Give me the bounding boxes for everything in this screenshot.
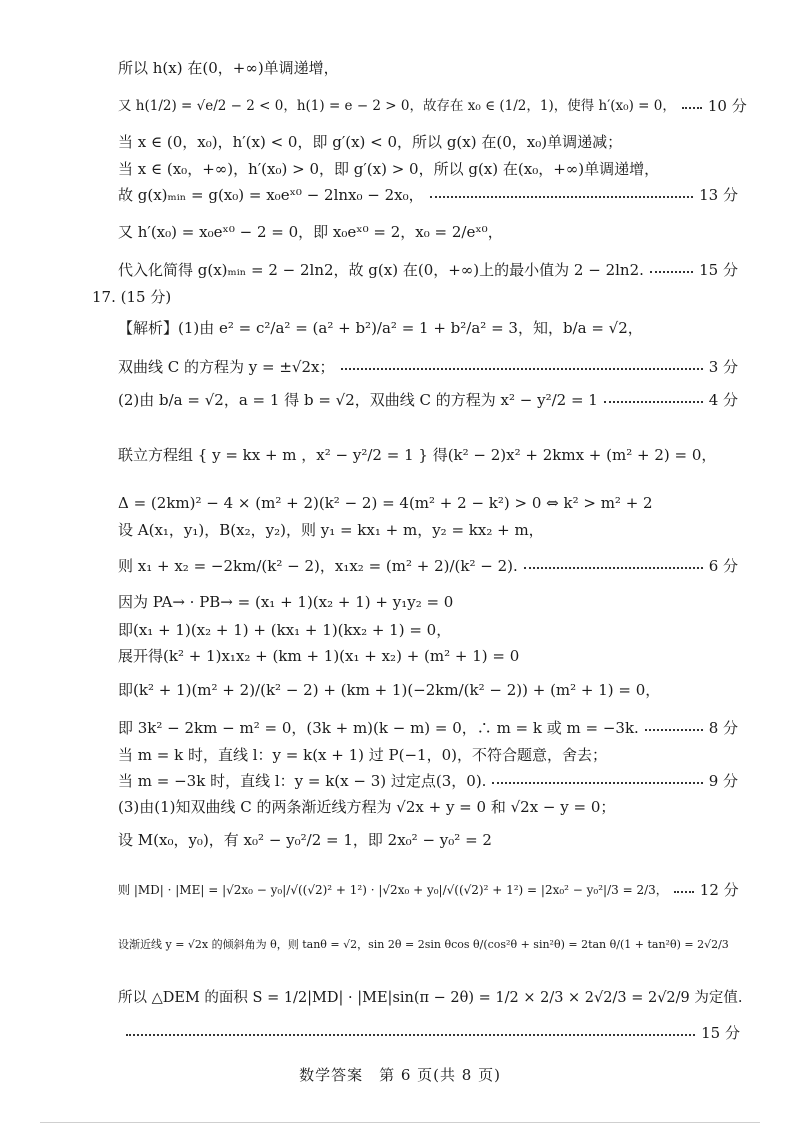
score-label: 10 分 xyxy=(707,97,747,115)
line-text: 即(x₁ + 1)(x₂ + 1) + (kx₁ + 1)(kx₂ + 1) = 0， xyxy=(118,621,452,639)
line-20 xyxy=(118,718,738,738)
dot-leader xyxy=(341,368,703,370)
line-27 xyxy=(118,988,743,1008)
dot-leader xyxy=(674,891,694,893)
page-footer: 数学答案 第 6 页(共 8 页) xyxy=(299,1066,501,1084)
score-label: 6 分 xyxy=(708,557,738,575)
line-3 xyxy=(118,132,738,152)
line-text: 所以 △DEM 的面积 S = 1/2|MD| · |ME|sin(π − 2θ) = 1/2 × 2/3 × 2√2/3 = 2√2/9 为定值. xyxy=(118,990,743,1006)
line-text: 当 m = k 时，直线 l：y = k(x + 1) 过 P(−1，0)，不符合题意，舍去； xyxy=(118,746,607,764)
score-label: 3 分 xyxy=(708,358,738,376)
line-16 xyxy=(118,592,738,612)
line-23 xyxy=(118,797,738,817)
line-text: 【解析】(1)由 e² = c²/a² = (a² + b²)/a² = 1 + b²/a² = 3，知，b/a = √2， xyxy=(118,319,643,337)
score-label: 15 分 xyxy=(699,261,738,279)
score-label: 9 分 xyxy=(708,772,738,790)
line-18 xyxy=(118,646,738,666)
line-text: Δ = (2km)² − 4 × (m² + 2)(k² − 2) = 4(m² + 2 − k²) > 0 ⇔ k² > m² + 2 xyxy=(118,494,653,512)
line-text: 故 g(x)ₘᵢₙ = g(x₀) = x₀eˣ⁰ − 2lnx₀ − 2x₀， xyxy=(118,186,424,204)
line-text: 所以 h(x) 在(0，+∞)单调递增， xyxy=(118,59,339,77)
line-text: 当 m = −3k 时，直线 l：y = k(x − 3) 过定点(3，0). xyxy=(118,772,487,790)
line-text: 设 A(x₁，y₁)，B(x₂，y₂)，则 y₁ = kx₁ + m，y₂ = kx₂ + m， xyxy=(118,521,544,539)
line-14 xyxy=(118,520,738,540)
line-12 xyxy=(118,445,738,465)
line-text: 即(k² + 1)(m² + 2)/(k² − 2) + (km + 1)(−2km/(k² − 2)) + (m² + 1) = 0， xyxy=(118,681,661,699)
line-text: 展开得(k² + 1)x₁x₂ + (km + 1)(x₁ + x₂) + (m² + 1) = 0 xyxy=(118,647,520,665)
line-4 xyxy=(118,159,738,179)
line-10 xyxy=(118,357,738,377)
line-text: (3)由(1)知双曲线 C 的两条渐近线方程为 √2x + y = 0 和 √2x − y = 0； xyxy=(118,798,616,816)
line-15 xyxy=(118,556,738,576)
dot-leader xyxy=(524,567,703,569)
line-1 xyxy=(118,58,738,78)
line-text: 代入化简得 g(x)ₘᵢₙ = 2 − 2ln2，故 g(x) 在(0，+∞)上的最小值为 2 − 2ln2. xyxy=(118,261,644,279)
dot-leader xyxy=(645,729,703,731)
dot-leader xyxy=(604,401,703,403)
line-2 xyxy=(118,96,747,116)
line-21 xyxy=(118,745,738,765)
line-24 xyxy=(118,830,738,850)
line-19 xyxy=(118,680,738,700)
line-text: 则 x₁ + x₂ = −2km/(k² − 2)，x₁x₂ = (m² + 2)/(k² − 2). xyxy=(118,557,518,575)
line-11 xyxy=(118,390,738,410)
score-label: 15 分 xyxy=(701,1024,740,1042)
line-text: 17. (15 分) xyxy=(92,288,172,306)
bottom-divider xyxy=(40,1122,760,1123)
line-text: 设 M(x₀，y₀)，有 x₀² − y₀²/2 = 1，即 2x₀² − y₀² = 2 xyxy=(118,831,492,849)
line-text: 则 |MD| · |ME| = |√2x₀ − y₀|/√((√2)² + 1²) · |√2x₀ + y₀|/√((√2)² + 1²) = |2x₀² − y₀²|/3 = 2/3， xyxy=(118,883,668,897)
dot-leader xyxy=(492,782,702,784)
line-text: 即 3k² − 2km − m² = 0，(3k + m)(k − m) = 0，∴ m = k 或 m = −3k. xyxy=(118,719,639,737)
line-text: 设渐近线 y = √2x 的倾斜角为 θ，则 tanθ = √2，sin 2θ = 2sin θcos θ/(cos²θ + sin²θ) = 2tan θ/(1 + tan²θ) = 2√2/3 xyxy=(118,938,729,951)
line-text: 又 h′(x₀) = x₀eˣ⁰ − 2 = 0，即 x₀eˣ⁰ = 2，x₀ = 2/eˣ⁰， xyxy=(118,223,503,241)
line-text: 当 x ∈ (x₀，+∞)，h′(x₀) > 0，即 g′(x) > 0，所以 g(x) 在(x₀，+∞)单调递增， xyxy=(118,160,660,178)
line-5 xyxy=(118,185,738,205)
dot-leader xyxy=(126,1034,695,1036)
line-text: 双曲线 C 的方程为 y = ±√2x； xyxy=(118,358,335,376)
score-label: 4 分 xyxy=(708,391,738,409)
dot-leader xyxy=(430,196,693,198)
score-label: 8 分 xyxy=(708,719,738,737)
score-label: 13 分 xyxy=(699,186,738,204)
line-25 xyxy=(118,880,738,900)
line-7 xyxy=(118,260,738,280)
line-text: 因为 PA→ · PB→ = (x₁ + 1)(x₂ + 1) + y₁y₂ = 0 xyxy=(118,593,454,611)
line-22 xyxy=(118,771,738,791)
line-text: 联立方程组 { y = kx + m ，x² − y²/2 = 1 } 得(k² − 2)x² + 2kmx + (m² + 2) = 0， xyxy=(118,446,717,464)
score-label: 12 分 xyxy=(699,881,739,899)
line-9 xyxy=(118,318,738,338)
line-text: (2)由 b/a = √2，a = 1 得 b = √2，双曲线 C 的方程为 x² − y²/2 = 1 xyxy=(118,391,598,409)
line-17 xyxy=(118,620,738,640)
line-26 xyxy=(118,935,738,955)
line-6 xyxy=(118,222,738,242)
dot-leader xyxy=(650,271,693,273)
line-text: 当 x ∈ (0，x₀)，h′(x) < 0，即 g′(x) < 0，所以 g(x) 在(0，x₀)单调递减； xyxy=(118,133,623,151)
line-28 xyxy=(120,1023,740,1043)
line-13 xyxy=(118,493,738,513)
line-text: 又 h(1/2) = √e/2 − 2 < 0，h(1) = e − 2 > 0，故存在 x₀ ∈ (1/2，1)，使得 h′(x₀) = 0， xyxy=(118,98,676,114)
question-17-heading xyxy=(92,287,712,307)
dot-leader xyxy=(682,107,702,109)
